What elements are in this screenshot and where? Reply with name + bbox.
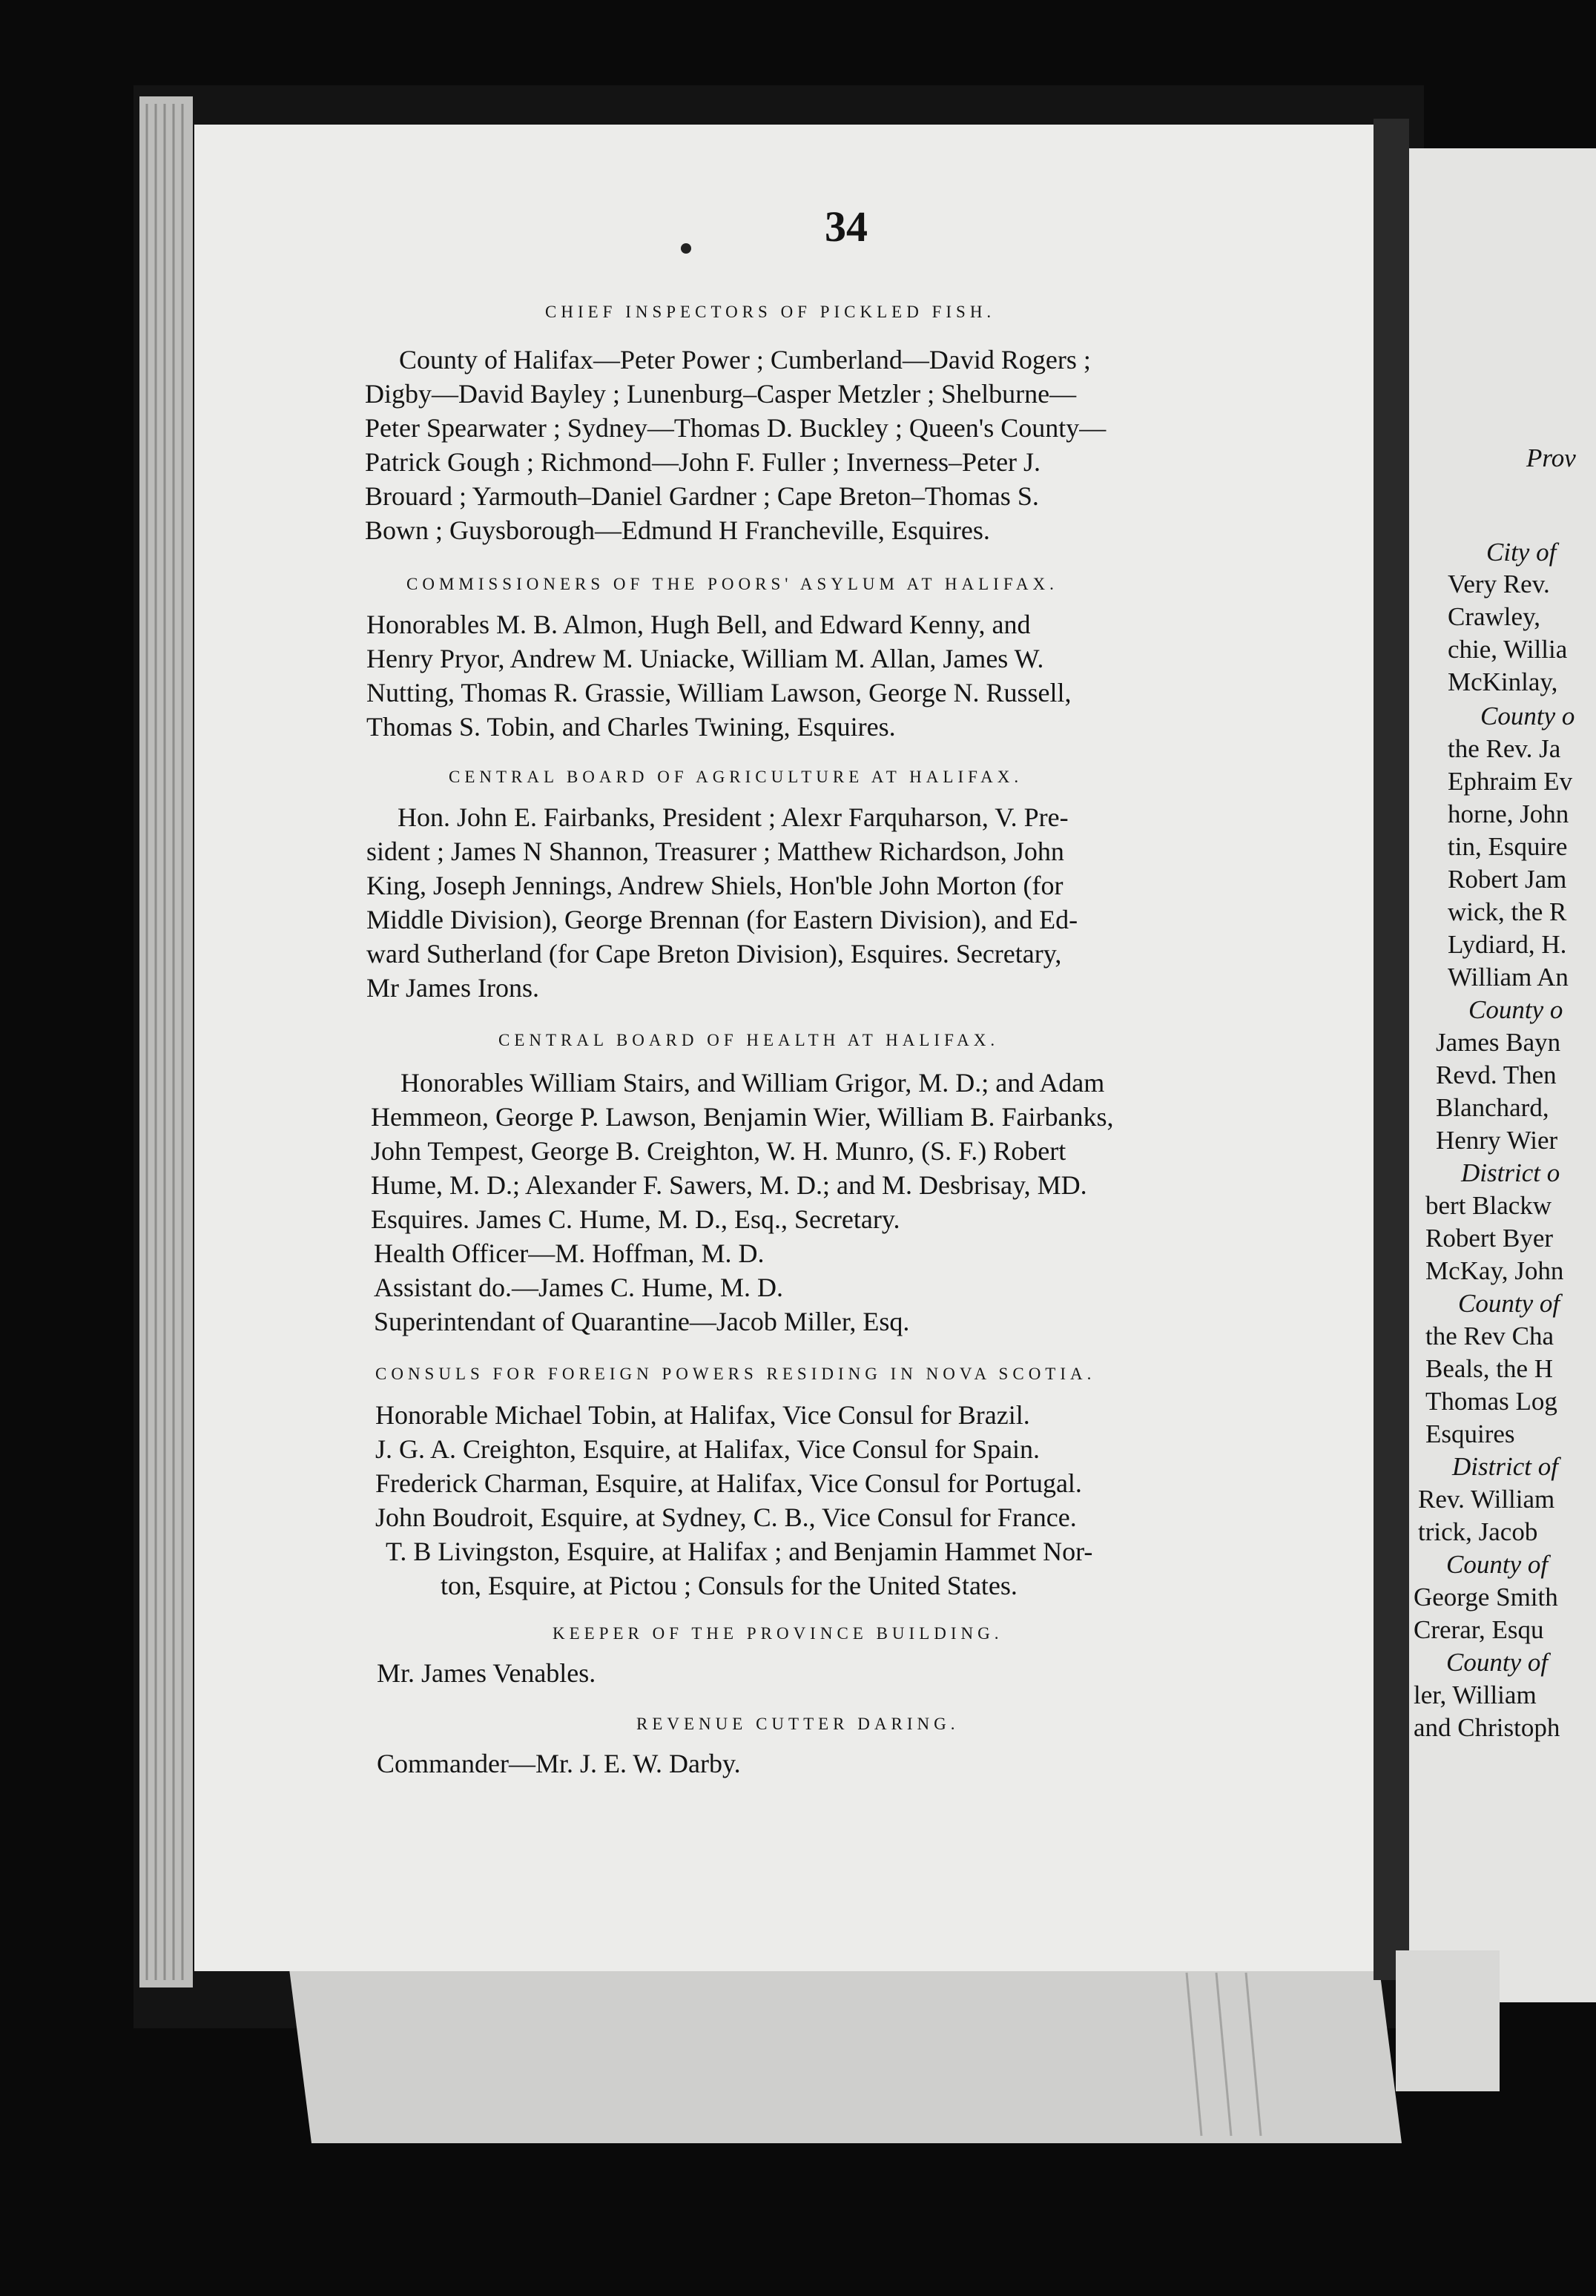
facing-page-line: wick, the R xyxy=(1448,897,1567,926)
text-line: John Boudroit, Esquire, at Sydney, C. B., Vice Consul for France. xyxy=(375,1502,1077,1532)
text-line: ward Sutherland (for Cape Breton Division), Esquires. Secretary, xyxy=(366,939,1062,969)
section-heading-health: CENTRAL BOARD OF HEALTH AT HALIFAX. xyxy=(498,1031,1000,1049)
text-line: Honorable Michael Tobin, at Halifax, Vice Consul for Brazil. xyxy=(375,1400,1030,1430)
text-line: ton, Esquire, at Pictou ; Consuls for the United States. xyxy=(441,1571,1018,1600)
text-line: Mr James Irons. xyxy=(366,973,539,1003)
text-line: Esquires. James C. Hume, M. D., Esq., Secretary. xyxy=(371,1204,900,1234)
facing-page-line: McKay, John xyxy=(1425,1256,1564,1285)
text-line: Hume, M. D.; Alexander F. Sawers, M. D.; and M. Desbrisay, MD. xyxy=(371,1170,1087,1200)
text-line: John Tempest, George B. Creighton, W. H. Munro, (S. F.) Robert xyxy=(371,1136,1066,1166)
text-line: Digby—David Bayley ; Lunenburg–Casper Metzler ; Shelburne— xyxy=(365,379,1077,409)
facing-page-line: ler, William xyxy=(1414,1680,1537,1709)
facing-page-line: County o xyxy=(1468,995,1563,1024)
facing-page-line: Blanchard, xyxy=(1436,1093,1549,1122)
facing-page-line: trick, Jacob xyxy=(1418,1517,1538,1546)
facing-page-line: Henry Wier xyxy=(1436,1126,1558,1155)
facing-page-line: James Bayn xyxy=(1436,1028,1561,1057)
facing-page-line: Crawley, xyxy=(1448,602,1541,631)
text-line: Middle Division), George Brennan (for Eastern Division), and Ed- xyxy=(366,905,1078,934)
facing-page-line: District o xyxy=(1461,1158,1560,1187)
facing-page-line: Very Rev. xyxy=(1448,570,1550,598)
page-number: 34 xyxy=(825,202,868,251)
facing-page-line: Revd. Then xyxy=(1436,1060,1557,1089)
text-line: Hemmeon, George P. Lawson, Benjamin Wier, William B. Fairbanks, xyxy=(371,1102,1114,1132)
facing-page-line: Robert Jam xyxy=(1448,865,1567,894)
facing-page-line: Ephraim Ev xyxy=(1448,767,1573,796)
facing-page-line: County of xyxy=(1446,1648,1549,1677)
section-heading-revenue-cutter: REVENUE CUTTER DARING. xyxy=(636,1715,960,1733)
text-line: Assistant do.—James C. Hume, M. D. xyxy=(374,1273,783,1302)
text-line: Bown ; Guysborough—Edmund H Francheville, Esquires. xyxy=(365,515,990,545)
facing-page-line: Crerar, Esqu xyxy=(1414,1615,1544,1644)
facing-page-line: George Smith xyxy=(1414,1583,1558,1612)
facing-page-line: horne, John xyxy=(1448,799,1569,828)
facing-page-line: Thomas Log xyxy=(1425,1387,1557,1416)
text-line: Peter Spearwater ; Sydney—Thomas D. Buckley ; Queen's County— xyxy=(365,413,1107,443)
text-line: County of Halifax—Peter Power ; Cumberland—David Rogers ; xyxy=(399,345,1091,375)
text-line: Frederick Charman, Esquire, at Halifax, Vice Consul for Portugal. xyxy=(375,1468,1082,1498)
facing-page-line: Prov xyxy=(1526,443,1576,472)
text-line: King, Joseph Jennings, Andrew Shiels, Hon'ble John Morton (for xyxy=(366,871,1064,900)
section-heading-agriculture: CENTRAL BOARD OF AGRICULTURE AT HALIFAX. xyxy=(449,768,1023,786)
facing-page-line: Lydiard, H. xyxy=(1448,930,1567,959)
text-line: Mr. James Venables. xyxy=(377,1658,596,1688)
text-line: Hon. John E. Fairbanks, President ; Alexr Farquharson, V. Pre- xyxy=(398,802,1069,832)
section-heading-pickled-fish: CHIEF INSPECTORS OF PICKLED FISH. xyxy=(545,303,996,321)
text-line: Superintendant of Quarantine—Jacob Miller, Esq. xyxy=(374,1307,910,1336)
facing-page-line: Esquires xyxy=(1425,1419,1515,1448)
text-line: J. G. A. Creighton, Esquire, at Halifax, Vice Consul for Spain. xyxy=(375,1434,1041,1464)
section-heading-province-building: KEEPER OF THE PROVINCE BUILDING. xyxy=(553,1624,1003,1643)
facing-page-line: County of xyxy=(1458,1289,1560,1318)
facing-page-line: William An xyxy=(1448,963,1569,992)
text-line: Nutting, Thomas R. Grassie, William Lawson, George N. Russell, xyxy=(366,678,1072,707)
section-heading-consuls: CONSULS FOR FOREIGN POWERS RESIDING IN NOVA SCOTIA. xyxy=(375,1365,1096,1383)
facing-page-line: McKinlay, xyxy=(1448,667,1558,696)
facing-page-line: the Rev. Ja xyxy=(1448,734,1561,763)
facing-page-line: Rev. William xyxy=(1418,1485,1555,1514)
text-line: Honorables William Stairs, and William Grigor, M. D.; and Adam xyxy=(400,1068,1105,1098)
facing-page-line: tin, Esquire xyxy=(1448,832,1568,861)
facing-page-line: City of xyxy=(1486,538,1557,567)
facing-page-line: and Christoph xyxy=(1414,1713,1560,1742)
facing-page-line: Robert Byer xyxy=(1425,1224,1554,1253)
facing-page-line: chie, Willia xyxy=(1448,635,1568,664)
text-line: T. B Livingston, Esquire, at Halifax ; and Benjamin Hammet Nor- xyxy=(386,1537,1093,1566)
text-line: Brouard ; Yarmouth–Daniel Gardner ; Cape Breton–Thomas S. xyxy=(365,481,1039,511)
facing-page-line: County o xyxy=(1480,702,1575,730)
facing-page-line: Beals, the H xyxy=(1425,1354,1554,1383)
facing-page-line: District of xyxy=(1452,1452,1558,1481)
facing-page-line: County of xyxy=(1446,1550,1549,1579)
text-line: Thomas S. Tobin, and Charles Twining, Esquires. xyxy=(366,712,896,742)
facing-page-line: bert Blackw xyxy=(1425,1191,1552,1220)
text-line: Health Officer—M. Hoffman, M. D. xyxy=(374,1238,765,1268)
text-line: Honorables M. B. Almon, Hugh Bell, and Edward Kenny, and xyxy=(366,610,1031,639)
text-line: Commander—Mr. J. E. W. Darby. xyxy=(377,1749,741,1778)
text-line: Patrick Gough ; Richmond—John F. Fuller ; Inverness–Peter J. xyxy=(365,447,1041,477)
text-line: sident ; James N Shannon, Treasurer ; Matthew Richardson, John xyxy=(366,837,1064,866)
text-line: Henry Pryor, Andrew M. Uniacke, William M. Allan, James W. xyxy=(366,644,1044,673)
section-heading-poors-asylum: COMMISSIONERS OF THE POORS' ASYLUM AT HALIFAX. xyxy=(406,575,1058,593)
facing-page-line: the Rev Cha xyxy=(1425,1322,1554,1350)
